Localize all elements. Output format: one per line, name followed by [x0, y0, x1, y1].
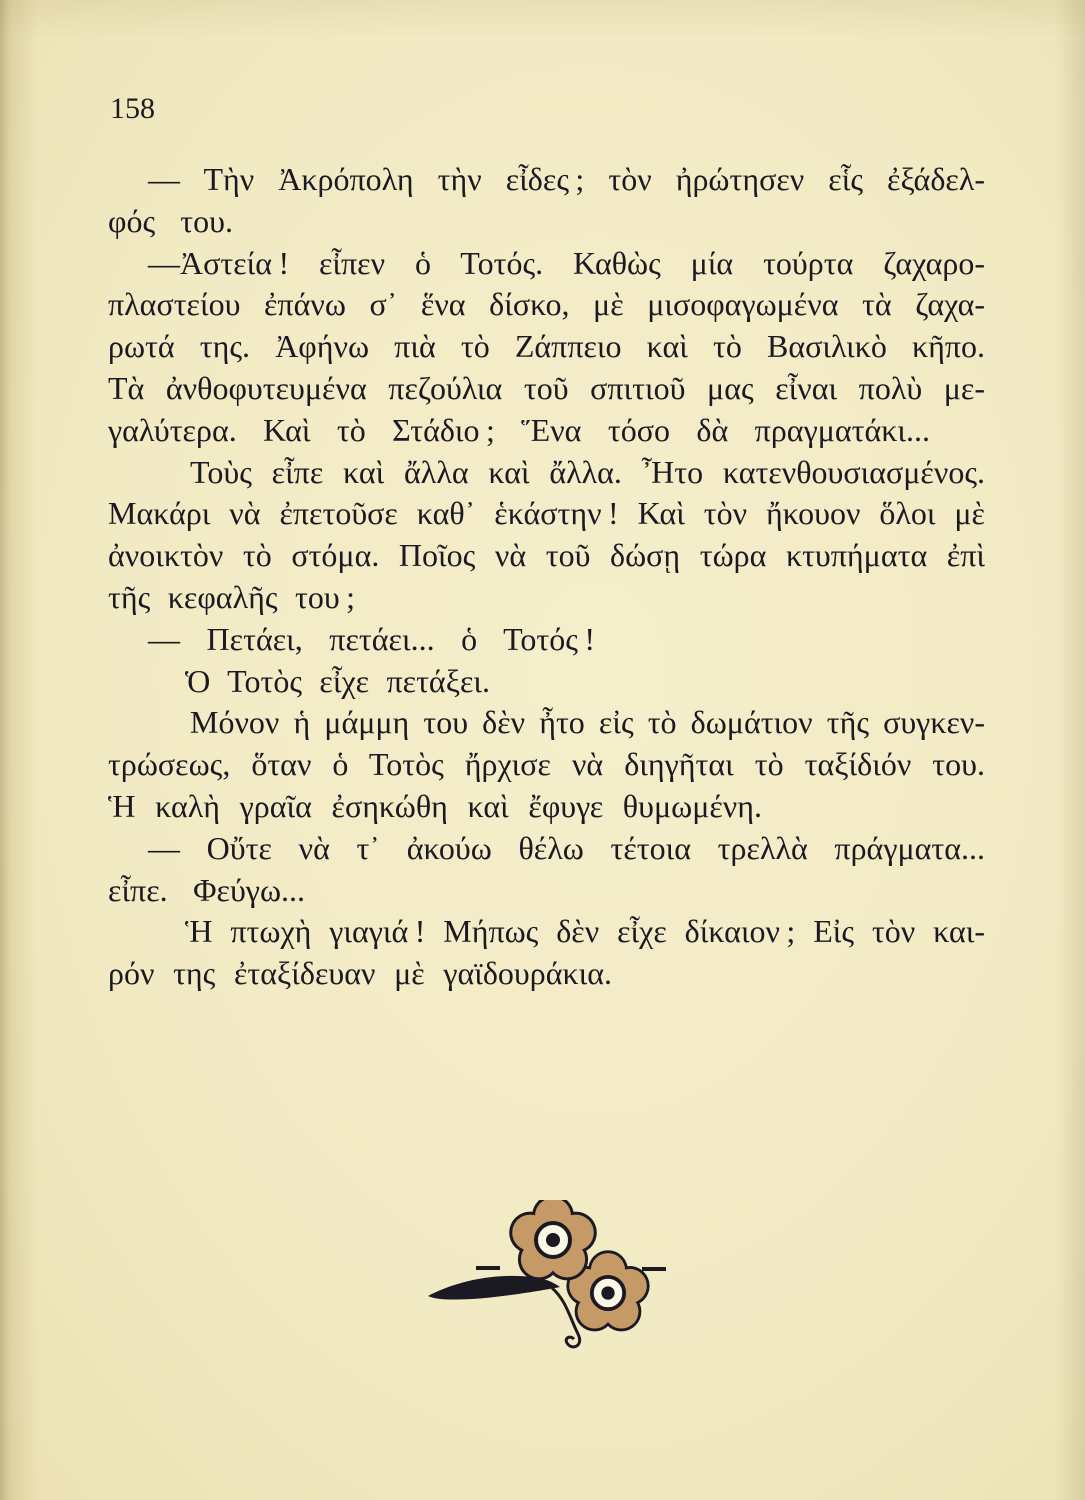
line-text: Ὁ Τοτὸς εἶχε πετάξει.: [185, 662, 490, 699]
text-line: [185, 911, 985, 953]
text-line: [148, 619, 595, 661]
line-text: πλαστείου ἐπάνω σ᾿ ἕνα δίσκο, μὲ μισοφαγωμένα τὰ ζαχα-: [108, 286, 985, 323]
flower-ornament-icon: [420, 1200, 680, 1370]
line-text: —Ἀστεία ! εἶπεν ὁ Τοτός. Καθὼς μία τούρτα ζαχαρο-: [148, 244, 985, 281]
text-line: [190, 452, 985, 494]
text-line: [108, 786, 762, 828]
text-line: [108, 410, 930, 452]
line-text: Μακάρι νὰ ἐπετοῦσε καθ᾿ ἑκάστην ! Καὶ τὸν ἤκουον ὅλοι μὲ: [108, 495, 985, 532]
line-text: εἶπε. Φεύγω...: [108, 871, 305, 908]
text-line: [108, 953, 612, 995]
text-line: [185, 661, 490, 703]
text-line: [108, 368, 985, 410]
line-text: Τὰ ἀνθοφυτευμένα πεζούλια τοῦ σπιτιοῦ μας εἶναι πολὺ με-: [108, 370, 985, 406]
line-text: γαλύτερα. Καὶ τὸ Στάδιο ; Ἕνα τόσο δὰ πραγματάκι...: [108, 411, 930, 448]
text-line: [108, 201, 233, 243]
text-line: [108, 493, 985, 535]
dash-mark: [642, 1267, 666, 1271]
text-line: [108, 284, 985, 326]
line-text: Μόνον ἡ μάμμη του δὲν ἦτο εἰς τὸ δωμάτιον τῆς συγκεν-: [190, 704, 985, 741]
line-text: Ἡ καλὴ γραῖα ἐσηκώθη καὶ ἔφυγε θυμωμένη.: [108, 788, 762, 824]
text-line: [108, 577, 355, 619]
text-line: [190, 702, 985, 744]
line-text: — Οὔτε νὰ τ᾿ ἀκούω θέλω τέτοια τρελλὰ πράγματα...: [148, 829, 985, 866]
line-text: Τοὺς εἶπε καὶ ἄλλα καὶ ἄλλα. Ἦτο κατενθουσιασμένος.: [190, 453, 985, 490]
line-text: — Τὴν Ἀκρόπολη τὴν εἶδες ; τὸν ἠρώτησεν εἷς ἐξάδελ-: [148, 161, 985, 197]
text-line: [108, 535, 985, 577]
dash-mark: [476, 1266, 500, 1270]
text-line: [148, 159, 985, 201]
text-line: [108, 326, 985, 368]
line-text: τρώσεως, ὅταν ὁ Τοτὸς ἤρχισε νὰ διηγῆται τὸ ταξίδιόν του.: [108, 746, 985, 783]
line-text: ἀνοικτὸν τὸ στόμα. Ποῖος νὰ τοῦ δώσῃ τώρα κτυπήματα ἐπὶ: [108, 537, 985, 574]
line-text: φός του.: [108, 202, 233, 239]
line-text: — Πετάει, πετάει... ὁ Τοτός !: [148, 620, 595, 657]
text-line: [108, 744, 985, 786]
text-line: [148, 243, 985, 285]
text-line: [108, 870, 305, 912]
flower-icon: [509, 1200, 597, 1280]
line-text: τῆς κεφαλῆς του ;: [108, 579, 355, 615]
line-text: ρόν της ἐταξίδευαν μὲ γαϊδουράκια.: [108, 955, 612, 992]
page-number: 158: [110, 92, 155, 125]
line-text: Ἡ πτωχὴ γιαγιά ! Μήπως δὲν εἶχε δίκαιον ; Εἰς τὸν και-: [185, 913, 985, 950]
line-text: ρωτά της. Ἀφήνω πιὰ τὸ Ζάππειο καὶ τὸ Βασιλικὸ κῆπο.: [108, 328, 985, 365]
text-line: [148, 828, 985, 870]
